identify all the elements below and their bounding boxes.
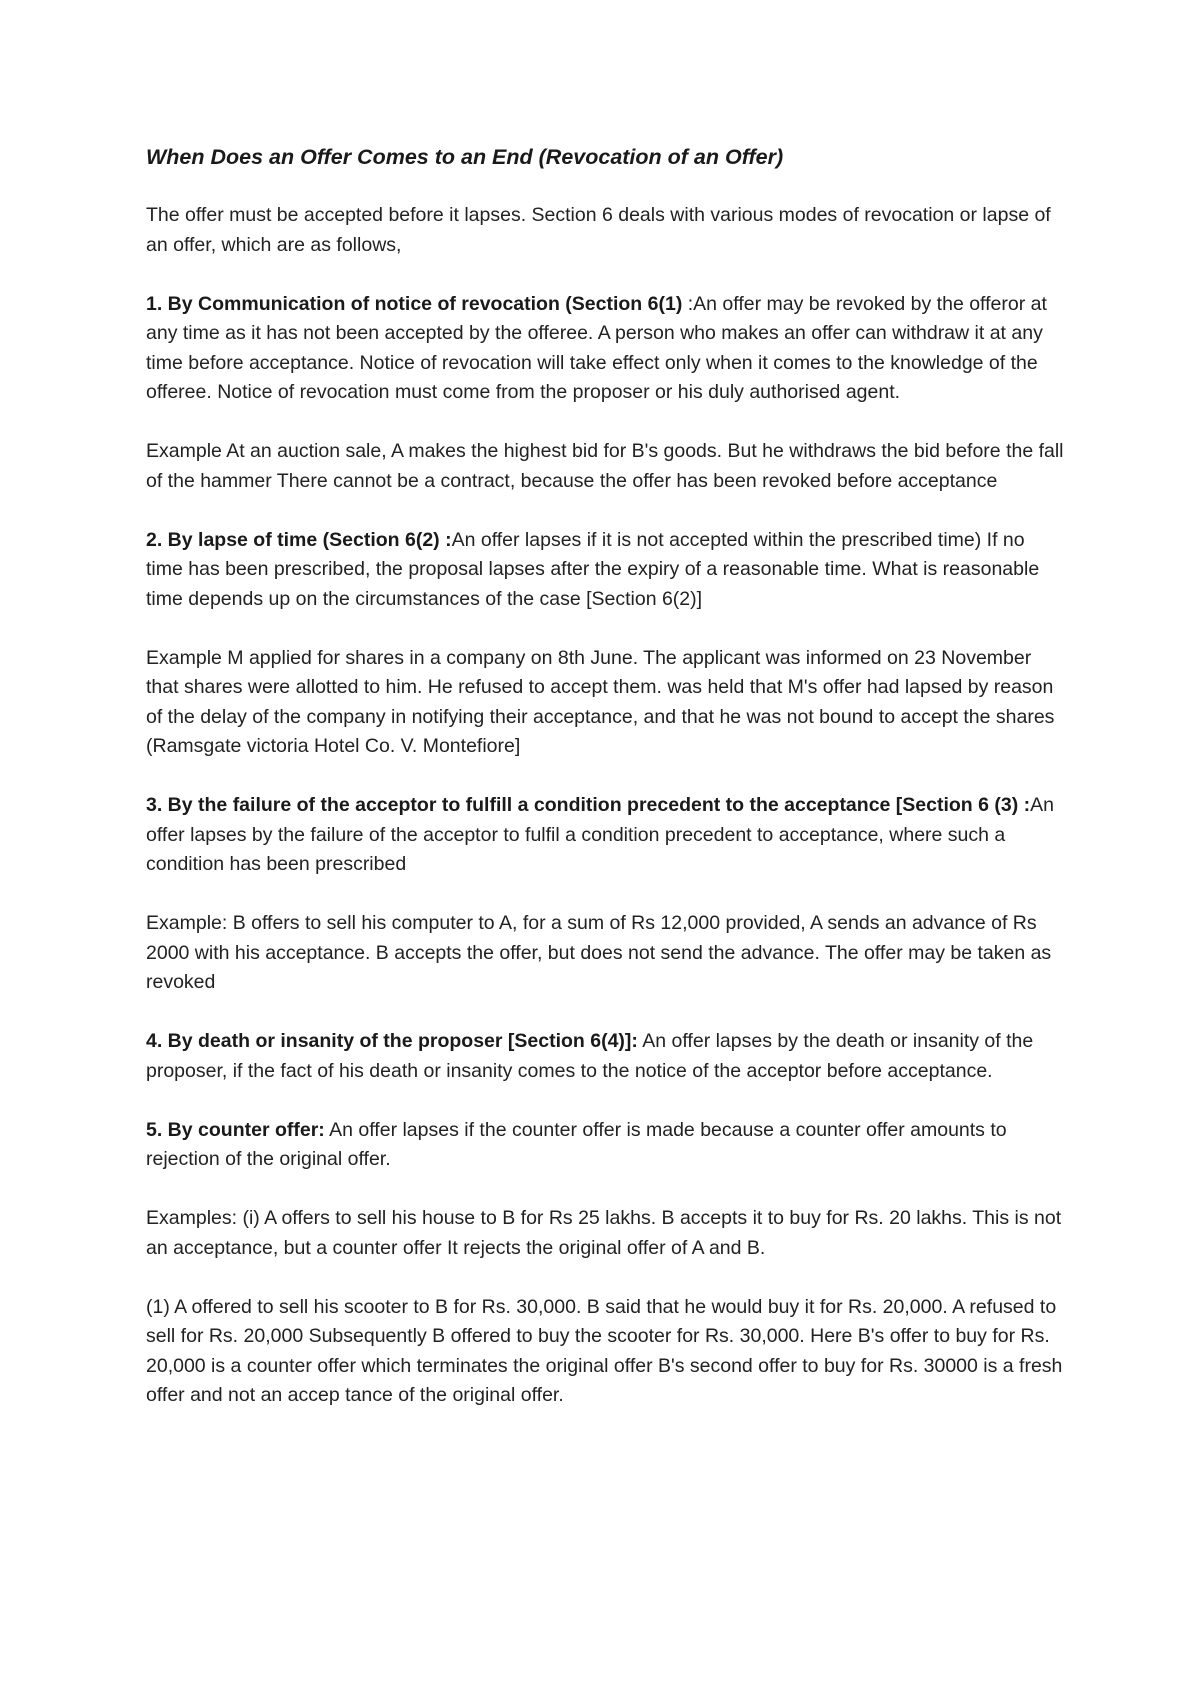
section-3-example: Example: B offers to sell his computer to A, for a sum of Rs 12,000 provided, A sends an advance of Rs 2000 with his acceptance. B accepts the offer, but does not send the advance. The offer may be taken as revoked — [146, 912, 1052, 993]
intro-paragraph: The offer must be accepted before it lapses. Section 6 deals with various modes of revocation or lapse of an offer, which are as follows, — [146, 204, 1051, 256]
section-5-example: Examples: (i) A offers to sell his house to B for Rs 25 lakhs. B accepts it to buy for Rs. 20 lakhs. This is not an acceptance, but a counter offer It rejects the original offer of A and B. — [146, 1207, 1062, 1259]
section-4-heading: 4. By death or insanity of the proposer [Section 6(4)]: — [146, 1030, 638, 1052]
section-1-body: :An offer may be revoked by the offeror at any time as it has not been accepted by the offeree. A person who makes an offer can withdraw it at any time before acceptance. Notice of revocation will take effect only when it comes to the knowledge of the offeree. Notice of revocation must come from the proposer or his duly authorised agent. — [146, 292, 1047, 403]
section-5-example-2: (1) A offered to sell his scooter to B for Rs. 30,000. B said that he would buy it for Rs. 20,000. A refused to sell for Rs. 20,000 Subsequently B offered to buy the scooter for Rs. 30,000. Here B's offer to buy for Rs. 20,000 is a counter offer which terminates the original offer B's second offer to buy for Rs. 30000 is a fresh offer and not an accep tance of the original offer. — [146, 1295, 1063, 1406]
section-5-paragraph — [146, 1116, 1066, 1175]
section-1-example: Example At an auction sale, A makes the highest bid for B's goods. But he withdraws the bid before the fall of the hammer There cannot be a contract, because the offer has been revoked before acceptance — [146, 440, 1064, 492]
section-2-body: An offer lapses if it is not accepted within the prescribed time) If no time has been prescribed, the proposal lapses after the expiry of a reasonable time. What is reasonable time depends up on the circumstances of the case [Section 6(2)] — [146, 528, 1040, 610]
section-3-paragraph — [146, 791, 1066, 880]
section-1-heading: 1. By Communication of notice of revocation (Section 6(1) — [146, 292, 683, 315]
document-page — [146, 142, 1066, 1440]
section-2-paragraph — [146, 526, 1066, 615]
section-5-heading: 5. By counter offer: — [146, 1118, 325, 1141]
section-5-body: An offer lapses if the counter offer is made because a counter offer amounts to rejection of the original offer. — [146, 1118, 1007, 1170]
section-2-heading: 2. By lapse of time (Section 6(2) : — [146, 528, 452, 551]
section-4-paragraph — [146, 1027, 1066, 1086]
section-1-paragraph — [146, 290, 1066, 408]
section-3-body: An offer lapses by the failure of the acceptor to fulfil a condition precedent to acceptance, where such a condition has been prescribed — [146, 794, 1055, 875]
section-3-heading: 3. By the failure of the acceptor to fulfill a condition precedent to the acceptance [Section 6 (3) : — [146, 794, 1031, 816]
section-4-body: An offer lapses by the death or insanity of the proposer, if the fact of his death or insanity comes to the notice of the acceptor before acceptance. — [146, 1030, 1034, 1082]
section-2-example: Example M applied for shares in a company on 8th June. The applicant was informed on 23 November that shares were allotted to him. He refused to accept them. was held that M's offer had lapsed by reason of the delay of the company in notifying their acceptance, and that he was not bound to accept the shares (Ramsgate victoria Hotel Co. V. Montefiore] — [146, 646, 1055, 757]
document-title: When Does an Offer Comes to an End (Revocation of an Offer) — [146, 145, 784, 169]
